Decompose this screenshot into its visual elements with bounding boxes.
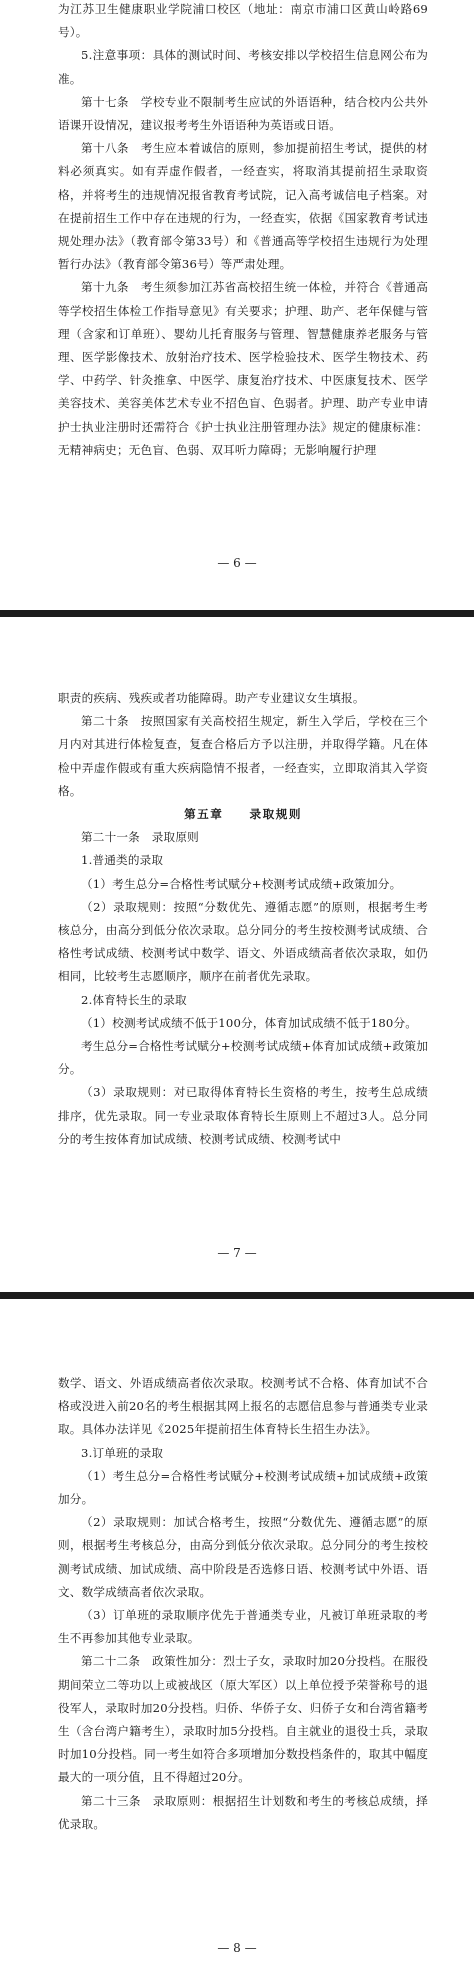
paragraph: 第十七条 学校专业不限制考生应试的外语语种，结合校内公共外语课开设情况，建议报考考生外语语种为英语或日语。	[58, 94, 428, 133]
paragraph: 5.注意事项：具体的测试时间、考核安排以学校招生信息网公布为准。	[58, 48, 428, 86]
paragraph: （2）录取规则：按照“分数优先、遵循志愿”的原则，根据考生考核总分，由高分到低分依次录取。总分同分的考生按校测考试成绩、合格性考试成绩、校测考试中数学、语文、外语成绩高者依次录取，如仍相同，比较考生志愿顺序，顺序在前者优先录取。	[58, 899, 428, 984]
paragraph: 第十九条 考生须参加江苏省高校招生统一体检，并符合《普通高等学校招生体检工作指导意见》有关要求；护理、助产、老年保健与管理（含家和订单班）、婴幼儿托育服务与管理、智慧健康养老服务与管理、医学影像技术、放射治疗技术、医学检验技术、医学生物技术、药学、中药学、针灸推拿、中医学、康复治疗技术、中医康复技术、医学美容技术、美容美体艺术专业不招色盲、色弱者。护理、助产专业申请护士执业注册时还需符合《护士执业注册管理办法》规定的健康标准：无精神病史；无色盲、色弱、双耳听力障碍；无影响履行护理	[58, 280, 428, 457]
paragraph: 为江苏卫生健康职业学院浦口校区（地址：南京市浦口区黄山岭路69号）。	[58, 2, 428, 40]
paragraph: 考生总分=合格性考试赋分+校测考试成绩+体育加试成绩+政策加分。	[58, 1039, 428, 1077]
page-8-body	[58, 1372, 428, 1836]
page-number: — 8 —	[217, 1941, 257, 1955]
paragraph: 2.体育特长生的录取	[81, 992, 187, 1007]
chapter-heading: 第五章 录取规则	[184, 807, 302, 822]
paragraph: 数学、语文、外语成绩高者依次录取。校测考试不合格、体育加试不合格或没进入前20名的考生根据其网上报名的志愿信息参与普通类专业录取。具体办法详见《2025年提前招生体育特长生招生办法》。	[58, 1376, 428, 1437]
page-7-body	[58, 687, 428, 1151]
paragraph: 1.普通类的录取	[81, 853, 164, 868]
paragraph: （1）考生总分=合格性考试赋分+校测考试成绩+政策加分。	[81, 876, 402, 891]
page-number: — 6 —	[217, 556, 257, 570]
paragraph: 第二十条 按照国家有关高校招生规定，新生入学后，学校在三个月内对其进行体检复查，复查合格后方予以注册，并取得学籍。凡在体检中弄虚作假或有重大疾病隐情不报者，一经查实，立即取消其入学资格。	[58, 714, 428, 798]
paragraph: （1）校测考试成绩不低于100分，体育加试成绩不低于180分。	[81, 1015, 418, 1030]
paragraph: （3）录取规则：对已取得体育特长生资格的考生，按考生总成绩排序，优先录取。同一专业录取体育特长生原则上不超过3人。总分同分的考生按体育加试成绩、校测考试成绩、校测考试中	[58, 1085, 428, 1146]
page-separator	[0, 610, 474, 617]
page-separator	[0, 1292, 474, 1299]
paragraph: 第十八条 考生应本着诚信的原则，参加提前招生考试，提供的材料必须真实。如有弄虚作假者，一经查实，将取消其提前招生录取资格，并将考生的违规情况报省教育考试院，记入高考诚信电子档案。对在提前招生工作中存在违规的行为，一经查实，依据《国家教育考试违规处理办法》（教育部令第33号）和《普通高等学校招生违规行为处理暂行办法》（教育部令第36号）等严肃处理。	[58, 141, 428, 272]
document-page-8	[0, 1299, 474, 1979]
document-page-6	[0, 0, 474, 610]
paragraph: （1）考生总分=合格性考试赋分+校测考试成绩+加试成绩+政策加分。	[58, 1468, 428, 1507]
paragraph: 第二十一条 录取原则	[81, 830, 199, 845]
page-6-body	[58, 0, 428, 462]
paragraph: 第二十三条 录取原则：根据招生计划数和考生的考核总成绩，择优录取。	[58, 1793, 428, 1831]
paragraph: 职责的疾病、残疾或者功能障碍。助产专业建议女生填报。	[58, 691, 365, 705]
page-number: — 7 —	[217, 1246, 257, 1260]
document-page-7	[0, 617, 474, 1292]
paragraph: （2）录取规则：加试合格考生，按照“分数优先、遵循志愿”的原则，根据考生考核总分，由高分到低分依次录取。总分同分的考生按校测考试成绩、加试成绩、高中阶段是否选修日语、校测考试中外语、语文、数学成绩高者依次录取。	[58, 1515, 428, 1599]
paragraph: （3）订单班的录取顺序优先于普通类专业，凡被订单班录取的考生不再参加其他专业录取。	[58, 1608, 428, 1646]
paragraph: 第二十二条 政策性加分：烈士子女，录取时加20分投档。在服役期间荣立二等功以上或被战区（原大军区）以上单位授予荣誉称号的退役军人，录取时加20分投档。归侨、华侨子女、归侨子女和台湾省籍考生（含台湾户籍考生），录取时加5分投档。自主就业的退役士兵，录取时加10分投档。同一考生如符合多项增加分数投档条件的，取其中幅度最大的一项分值，且不得超过20分。	[58, 1654, 428, 1785]
paragraph: 3.订单班的录取	[81, 1445, 164, 1460]
